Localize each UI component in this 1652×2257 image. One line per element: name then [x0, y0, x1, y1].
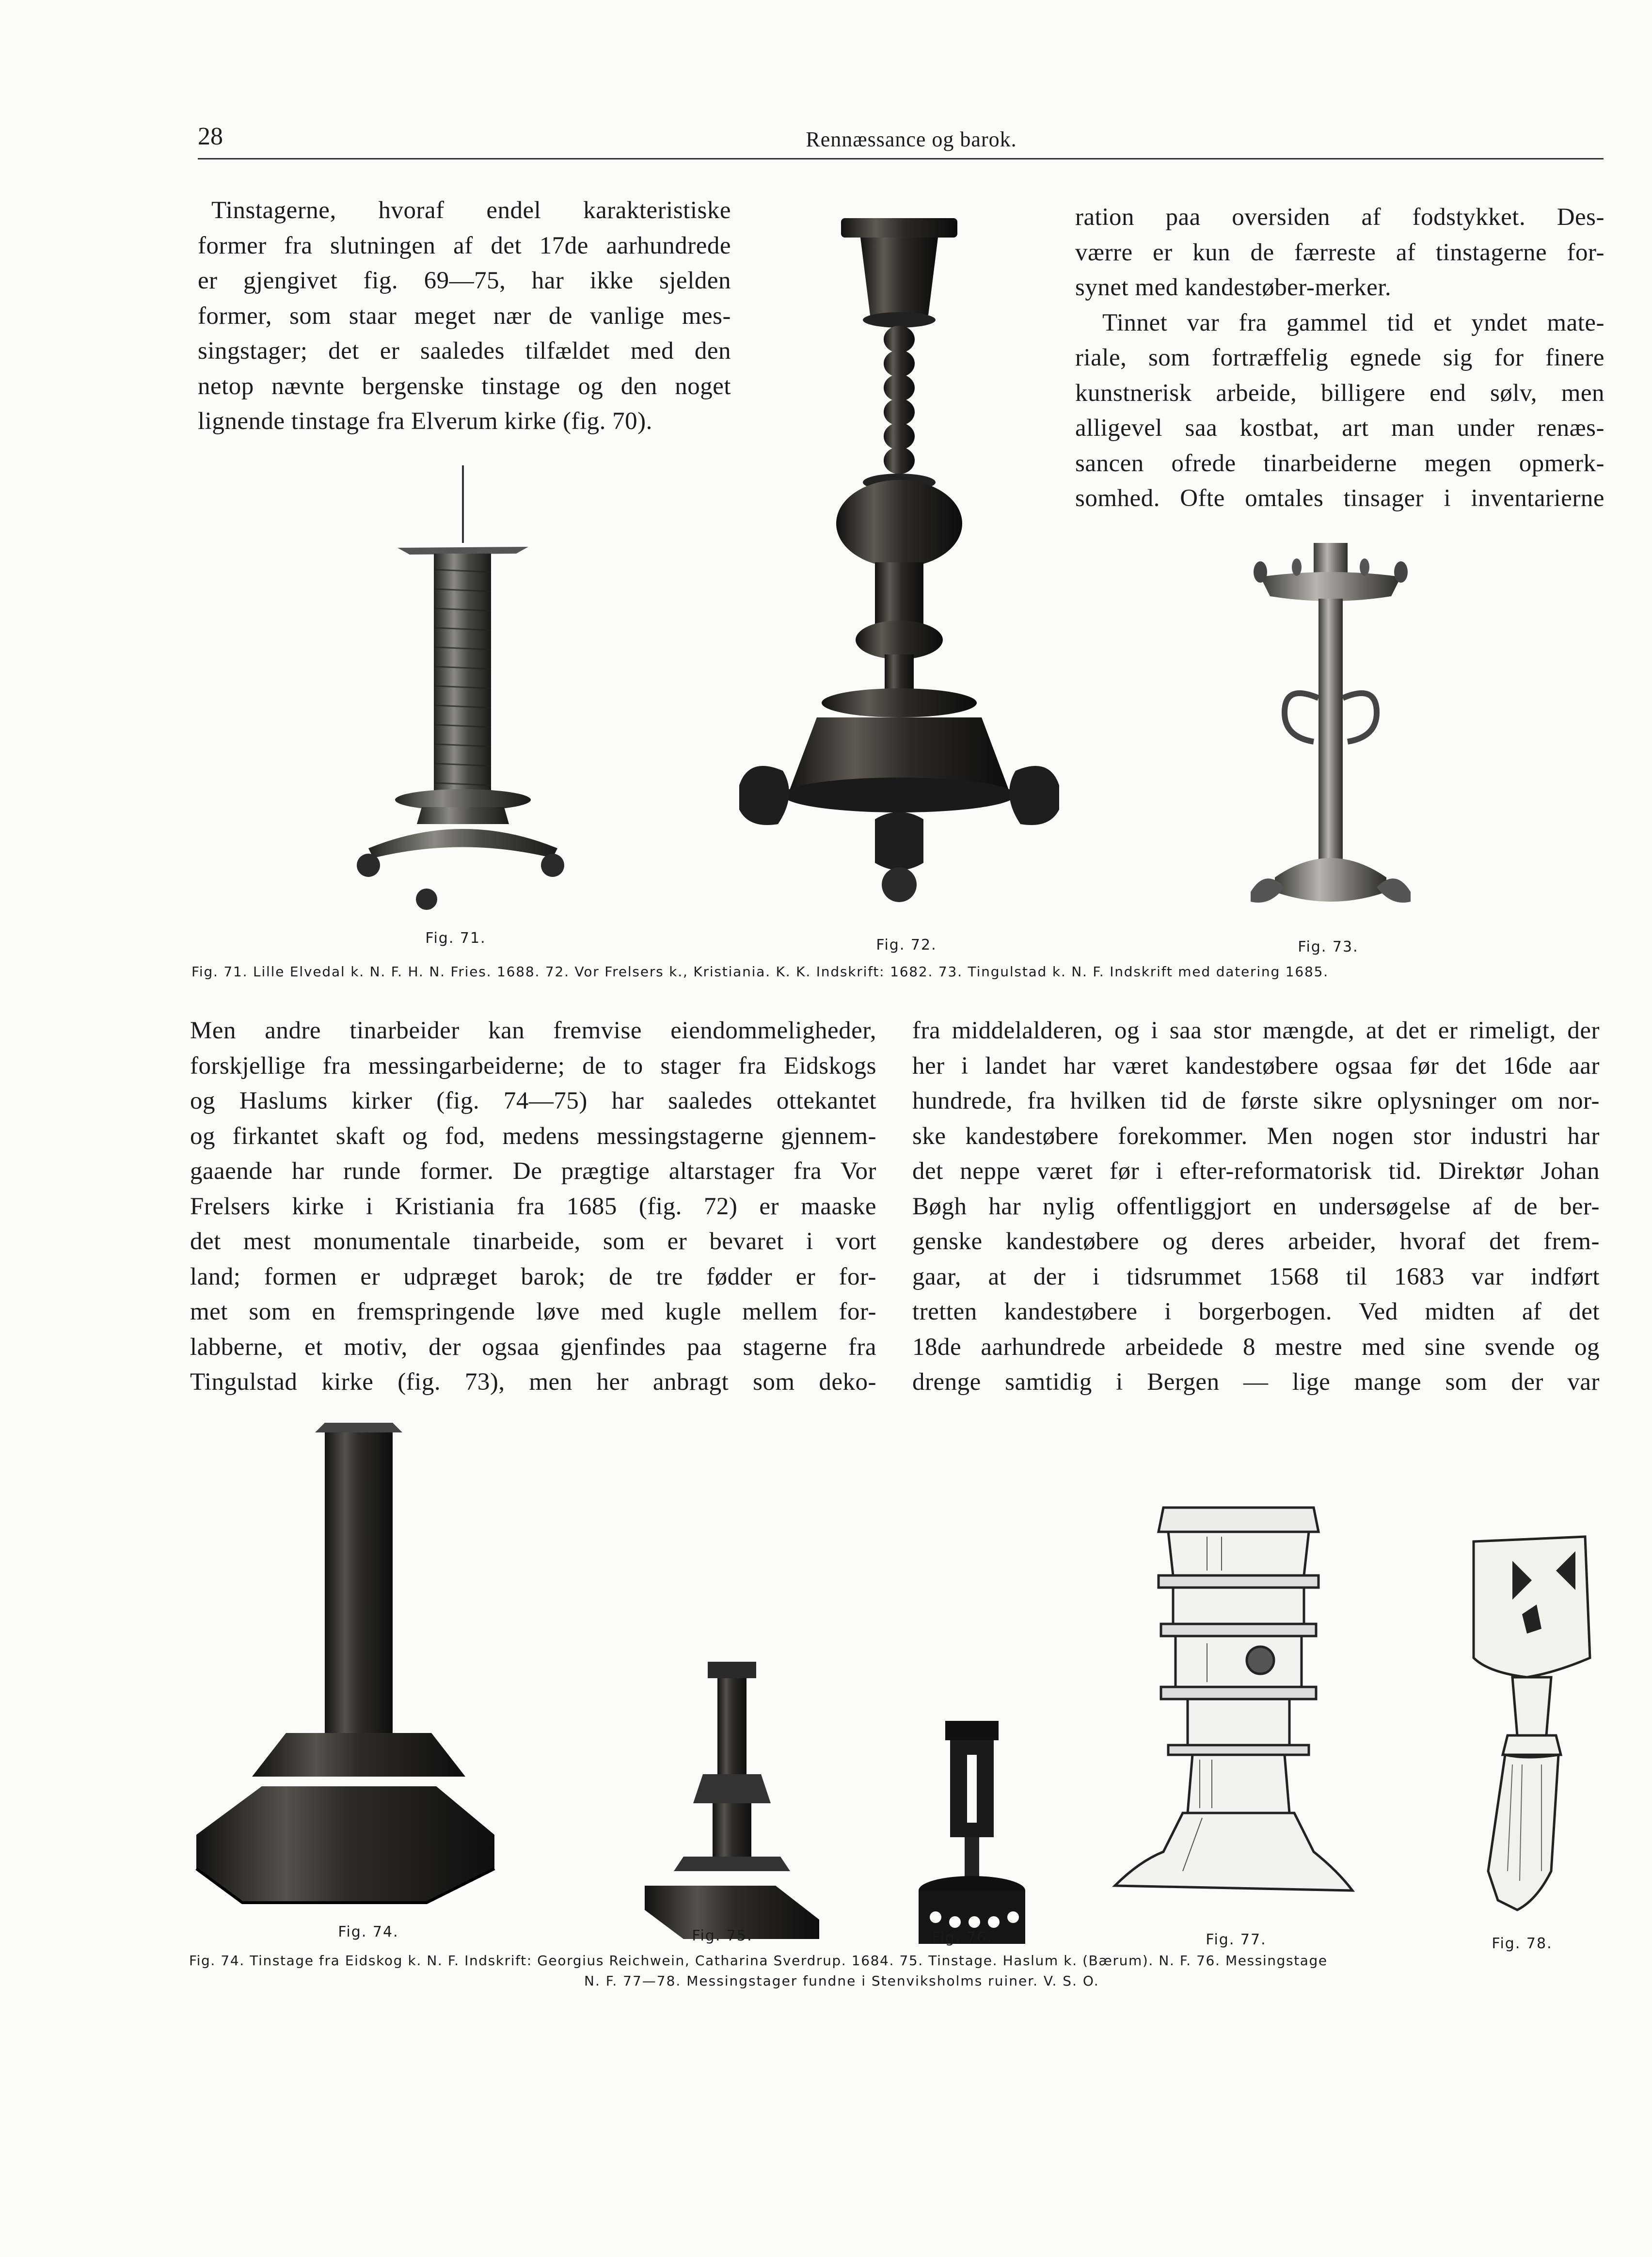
fig74-label: Fig. 74. [338, 1923, 399, 1940]
page-number: 28 [198, 123, 223, 150]
fig73-label: Fig. 73. [1298, 938, 1359, 955]
fig73-candlestick-image [1241, 538, 1420, 916]
text-line: Frelsers kirke i Kristiania fra 1685 (fig. 72) er maaske [190, 1192, 876, 1220]
text-line: lignende tinstage fra Elverum kirke (fig. 70). [198, 408, 652, 435]
text-line: singstager; det er saaledes tilfældet med den [198, 337, 731, 365]
text-line: sancen ofrede tinarbeiderne megen opmerk- [1075, 449, 1604, 477]
text-line: er gjengivet fig. 69—75, har ikke sjelden [198, 267, 731, 294]
text-line: forskjellige fra messingarbeiderne; de to stager fra Eidskogs [190, 1052, 876, 1080]
fig72-candlestick-image [730, 213, 1069, 921]
text-line: land; formen er udpræget barok; de tre fødder er for- [190, 1263, 876, 1290]
fig78-candlestick-image [1459, 1532, 1604, 1920]
bottom-figures-caption-line2: N. F. 77—78. Messingstager fundne i Stenviksholms ruiner. V. S. O. [584, 1973, 1099, 1989]
text-line: synet med kandestøber-merker. [1075, 274, 1392, 301]
fig71-label: Fig. 71. [425, 930, 486, 947]
text-line: kunstnerisk arbeide, billigere end sølv, men [1075, 379, 1604, 407]
running-title: Rennæssance og barok. [806, 127, 1017, 151]
text-line: det mest monumentale tinarbeide, som er bevaret i vort [190, 1228, 876, 1255]
fig75-label: Fig. 75. [692, 1927, 753, 1944]
text-line: værre er kun de færreste af tinstagerne for- [1075, 238, 1604, 266]
text-line: fra middelalderen, og i saa stor mængde, at det er rimeligt, der [912, 1017, 1600, 1044]
text-line: netop nævnte bergenske tinstage og den noget [198, 372, 731, 400]
fig77-candlestick-image [1110, 1503, 1362, 1910]
text-line: met som en fremspringende løve med kugle mellem for- [190, 1298, 876, 1325]
text-line: labberne, et motiv, der ogsaa gjenfindes paa stagerne fra [190, 1333, 876, 1361]
text-line: det neppe været før i efter-reformatorisk tid. Direktør Johan [912, 1158, 1600, 1185]
text-line: hundrede, fra hvilken tid de første sikre oplysninger om nor- [912, 1087, 1600, 1114]
text-line: tretten kandestøbere i borgerbogen. Ved midten af det [912, 1298, 1600, 1325]
text-line: former fra slutningen af det 17de aarhundrede [198, 232, 731, 259]
text-line: drenge samtidig i Bergen — lige mange som der var [912, 1368, 1600, 1396]
fig74-candlestick-image [194, 1418, 504, 1917]
text-line: somhed. Ofte omtales tinsager i inventarierne [1075, 485, 1604, 512]
text-line: Men andre tinarbeider kan fremvise eiendommeligheder, [190, 1017, 876, 1044]
top-left-paragraph [198, 193, 731, 439]
text-line: gaar, at der i tidsrummet 1568 til 1683 var indført [912, 1263, 1600, 1290]
text-line: genske kandestøbere og deres arbeider, hvoraf det frem- [912, 1228, 1600, 1255]
fig72-label: Fig. 72. [876, 937, 937, 954]
text-line: ration paa oversiden af fodstykket. Des- [1075, 204, 1604, 231]
middle-left-paragraph [190, 1013, 876, 1400]
bottom-figures-caption-line1: Fig. 74. Tinstage fra Eidskog k. N. F. Indskrift: Georgius Reichwein, Catharina Sverdrup. 1684. 75. Tinstage. Haslum k. (Bærum). N. F. 76. Messingstage [189, 1953, 1328, 1969]
header-rule [198, 158, 1604, 159]
text-line: ske kandestøbere forekommer. Men nogen stor industri har [912, 1122, 1600, 1150]
text-line: gaaende har runde former. De prægtige altarstager fra Vor [190, 1158, 876, 1185]
text-line: her i landet har været kandestøbere ogsaa før det 16de aar [912, 1052, 1600, 1080]
fig76-label: Fig. 76. [932, 1929, 993, 1946]
fig71-candlestick-image [349, 465, 572, 916]
text-line: riale, som fortræffelig egnede sig for finere [1075, 344, 1604, 371]
text-line: og firkantet skaft og fod, medens messingstagerne gjennem- [190, 1122, 876, 1150]
text-line: Bøgh har nylig offentliggjort en undersøgelse af de ber- [912, 1192, 1600, 1220]
top-figures-caption: Fig. 71. Lille Elvedal k. N. F. H. N. Fries. 1688. 72. Vor Frelsers k., Kristiania. K. K. Indskrift: 1682. 73. Tingulstad k. N. F. Indskrift med datering 1685. [191, 964, 1329, 980]
middle-right-paragraph [912, 1013, 1600, 1400]
text-line: 18de aarhundrede arbeidede 8 mestre med sine svende og [912, 1333, 1600, 1361]
text-line: Tinnet var fra gammel tid et yndet mate- [1102, 309, 1604, 336]
fig76-candlestick-image [911, 1716, 1032, 1954]
top-right-paragraph [1075, 200, 1604, 516]
text-line: former, som staar meget nær de vanlige mes- [198, 302, 731, 330]
fig78-label: Fig. 78. [1492, 1935, 1553, 1952]
text-line: Tingulstad kirke (fig. 73), men her anbragt som deko- [190, 1368, 876, 1396]
fig75-candlestick-image [640, 1658, 824, 1949]
text-line: og Haslums kirker (fig. 74—75) har saaledes ottekantet [190, 1087, 876, 1114]
text-line: Tinstagerne, hvoraf endel karakteristiske [211, 197, 731, 224]
fig77-label: Fig. 77. [1206, 1931, 1267, 1948]
text-line: alligevel saa kostbat, art man under renæs- [1075, 414, 1604, 442]
